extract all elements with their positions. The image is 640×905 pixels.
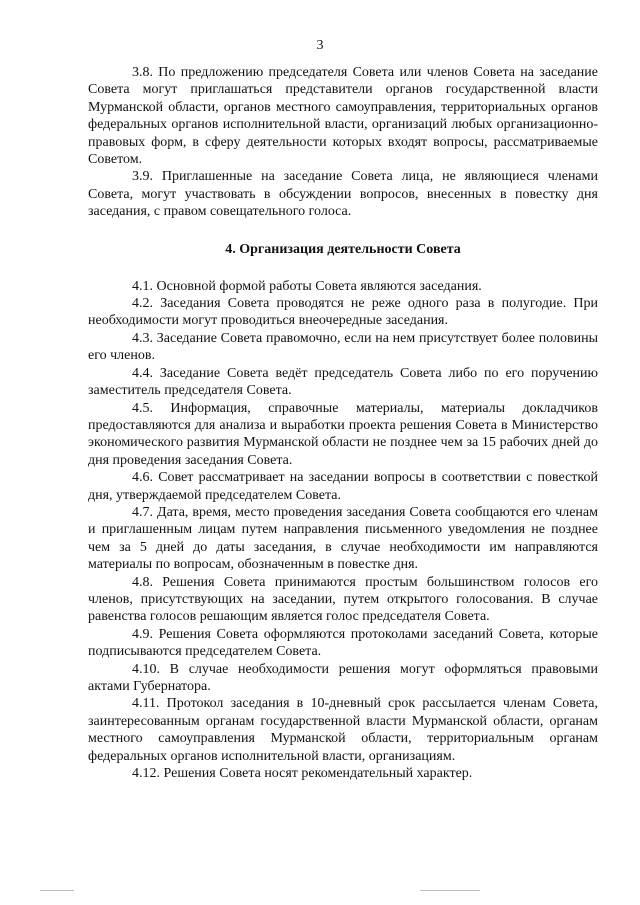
paragraph-4-8: 4.8. Решения Совета принимаются простым большинством голосов его членов, присутствующих на заседании, путем открытого голосования. В случае равенства голосов решающим является голос председателя Совета. (88, 574, 598, 625)
scan-mark-left (40, 890, 74, 891)
paragraph-4-2: 4.2. Заседания Совета проводятся не реже одного раза в полугодие. При необходимости могут проводиться внеочередные заседания. (88, 296, 598, 329)
paragraph-4-12: 4.12. Решения Совета носят рекомендательный характер. (132, 766, 473, 782)
scan-mark-right (420, 890, 480, 891)
paragraph-4-6: 4.6. Совет рассматривает на заседании вопросы в соответствии с повесткой дня, утверждаемой председателем Совета. (88, 470, 598, 503)
paragraph-4-9: 4.9. Решения Совета оформляются протоколами заседаний Совета, которые подписываются председателем Совета. (88, 626, 598, 660)
paragraph-4-3: 4.3. Заседание Совета правомочно, если на нем присутствует более половины его членов. (88, 330, 598, 364)
paragraph-4-11: 4.11. Протокол заседания в 10-дневный срок рассылается членам Совета, заинтересованным органам государственной власти Мурманской области, органам местного самоуправления Мурманской области, территориальным органам федеральных органов исполнительной власти, организациям. (88, 696, 598, 764)
paragraph-4-4: 4.4. Заседание Совета ведёт председатель Совета либо по его поручению заместитель председателя Совета. (88, 365, 598, 399)
paragraph-4-5: 4.5. Информация, справочные материалы, материалы докладчиков предоставляются для анализа и выработки проекта решения Совета в Министерство экономического развития Мурманской области не позднее чем за 15 рабочих дней до дня проведения заседания Совета. (88, 400, 598, 468)
paragraph-4-7: 4.7. Дата, время, место проведения заседания Совета сообщаются его членам и приглашенным лицам путем направления письменного уведомления не позднее чем за 5 дней до даты заседания, в случае необходимости им направляются материалы по вопросам, обозначенным в повестке дня. (88, 504, 598, 573)
paragraph-4-1: 4.1. Основной формой работы Совета являются заседания. (132, 278, 482, 294)
paragraph-3-8: 3.8. По предложению председателя Совета или членов Совета на заседание Совета могут приглашаться представители органов государственной власти Мурманской области, органов местного самоуправления, территориальных органов федеральных органов исполнительной власти, организаций любых организационно-правовых форм, в сферу деятельности которых входят вопросы, рассматриваемые Советом. (88, 65, 598, 168)
scan-edge-marks (0, 890, 640, 896)
section-heading: 4. Организация деятельности Совета (225, 241, 461, 257)
paragraph-3-9: 3.9. Приглашенные на заседание Совета лица, не являющиеся членами Совета, могут участвовать в обсуждении вопросов, внесенных в повестку дня заседания, с правом совещательного голоса. (88, 169, 598, 220)
paragraph-4-10: 4.10. В случае необходимости решения могут оформляться правовыми актами Губернатора. (88, 661, 598, 694)
document-body (88, 64, 598, 782)
page-number: 3 (316, 38, 324, 53)
